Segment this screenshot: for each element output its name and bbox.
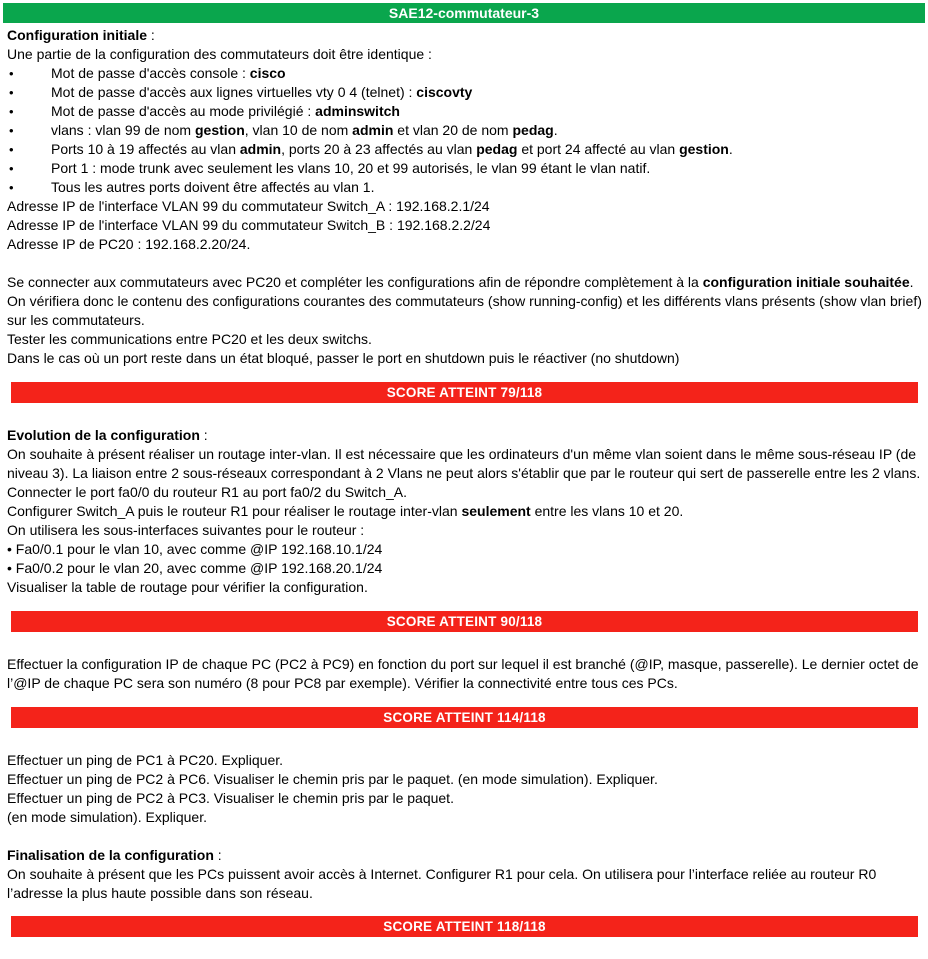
spacer [7,728,922,751]
text-content: • Fa0/0.2 pour le vlan 20, avec comme @IP 192.168.20.1/24 [7,560,383,576]
text-content: Mot de passe d'accès aux lignes virtuelles vty 0 4 (telnet) : ciscovty [51,84,473,100]
bullet-vlans [7,121,922,140]
text-content: Connecter le port fa0/0 du routeur R1 au port fa0/2 du Switch_A. [7,484,408,500]
bullet-password-privileged [7,102,922,121]
text-content: On souhaite à présent réaliser un routage inter-vlan. Il est nécessaire que les ordinateurs d'un même vlan soient dans le même sous-réseau IP (de niveau 3). La liaison entre 2 sous-réseaux correspondant à 2 Vlans ne peut alors s'établir que par le routeur qui sert de passerelle entre les 2 vlans. [7,446,921,481]
text-content: Dans le cas où un port reste dans un état bloqué, passer le port en shutdown puis le réactiver (no shutdown) [7,350,680,366]
para-sous-interfaces [7,521,922,540]
text-content: Tous les autres ports doivent être affectés au vlan 1. [51,179,375,195]
ip-switch-b [7,216,922,235]
para-ping-pc2-pc3 [7,789,922,808]
text-content: Effectuer un ping de PC2 à PC3. Visualiser le chemin pris par le paquet. [7,790,454,806]
para-mode-simulation [7,808,922,827]
text-content: On souhaite à présent que les PCs puissent avoir accès à Internet. Configurer R1 pour cela. On utilisera pour l’interface reliée au routeur R0 l’adresse la plus haute possible dans son réseau. [7,866,877,901]
spacer [7,903,922,916]
text-content: Finalisation de la configuration : [7,847,222,863]
para-table-routage [7,578,922,597]
text-content: Effectuer la configuration IP de chaque PC (PC2 à PC9) en fonction du port sur lequel il est branché (@IP, masque, passerelle). Le dernier octet de l’@IP de chaque PC sera son numéro (8 pour PC8 par exemple). Vérifier la connectivité entre tous ces PCs. [7,656,919,691]
para-config-ip-pc [7,655,922,693]
text-content: Se connecter aux commutateurs avec PC20 et compléter les configurations afin de répondre complètement à la configuration initiale souhaitée. On vérifiera donc le contenu des configurations courantes des commutateurs (show running-config) et les différents vlans présents (show vlan brief) sur les commutateurs. [7,274,922,328]
ip-switch-a [7,197,922,216]
para-se-connecter [7,273,922,330]
bullet-icon: • [9,180,14,195]
text-content: Evolution de la configuration : [7,427,208,443]
para-routage-intervlan [7,445,922,483]
bullet-password-vty [7,83,922,102]
text-content: Port 1 : mode trunk avec seulement les vlans 10, 20 et 99 autorisés, le vlan 99 étant le vlan natif. [51,160,651,176]
text-content: Effectuer un ping de PC1 à PC20. Expliquer. [7,752,284,768]
para-tester [7,330,922,349]
spacer [7,254,922,273]
bullet-icon: • [9,123,14,138]
bullet-icon: • [9,66,14,81]
bullet-trunk [7,159,922,178]
spacer [7,827,922,846]
title-banner: SAE12-commutateur-3 [3,3,925,23]
bullet-other-ports [7,178,922,197]
bullet-icon: • [9,104,14,119]
sub-bullet-fa002 [7,559,922,578]
text-content: Configuration initiale : [7,27,155,43]
bullet-ports [7,140,922,159]
text-content: Mot de passe d'accès au mode privilégié : adminswitch [51,103,400,119]
text-content: Tester les communications entre PC20 et les deux switchs. [7,331,372,347]
para-configurer-switch-a [7,502,922,521]
bullet-icon: • [9,85,14,100]
heading-finalisation [7,846,922,865]
text-content: Mot de passe d'accès console : cisco [51,65,286,81]
spacer [7,693,922,707]
spacer [7,597,922,611]
text-content: Une partie de la configuration des commutateurs doit être identique : [7,46,432,62]
para-acces-internet [7,865,922,903]
text-content: Adresse IP de PC20 : 192.168.2.20/24. [7,236,251,252]
score-bar-114: SCORE ATTEINT 114/118 [11,707,918,728]
text-content: Effectuer un ping de PC2 à PC6. Visualiser le chemin pris par le paquet. (en mode simulation). Expliquer. [7,771,658,787]
heading-evolution [7,426,922,445]
heading-configuration-initiale [7,26,922,45]
spacer [7,403,922,426]
intro-line [7,45,922,64]
text-content: vlans : vlan 99 de nom gestion, vlan 10 de nom admin et vlan 20 de nom pedag. [51,122,558,138]
para-ping-pc1-pc20 [7,751,922,770]
bullet-icon: • [9,142,14,157]
text-content: Visualiser la table de routage pour vérifier la configuration. [7,579,368,595]
text-content: On utilisera les sous-interfaces suivantes pour le routeur : [7,522,365,538]
sub-bullet-fa001 [7,540,922,559]
para-connecter-r1 [7,483,922,502]
text-content: Ports 10 à 19 affectés au vlan admin, ports 20 à 23 affectés au vlan pedag et port 24 affecté au vlan gestion. [51,141,733,157]
ip-pc20 [7,235,922,254]
para-ping-pc2-pc6 [7,770,922,789]
score-bar-118: SCORE ATTEINT 118/118 [11,916,918,937]
text-content: (en mode simulation). Expliquer. [7,809,207,825]
bullet-icon: • [9,161,14,176]
score-bar-79: SCORE ATTEINT 79/118 [11,382,918,403]
text-content: Adresse IP de l'interface VLAN 99 du commutateur Switch_B : 192.168.2.2/24 [7,217,491,233]
bullet-password-console [7,64,922,83]
text-content: Configurer Switch_A puis le routeur R1 pour réaliser le routage inter-vlan seulement entre les vlans 10 et 20. [7,503,684,519]
para-shutdown [7,349,922,368]
spacer [7,368,922,382]
text-content: • Fa0/0.1 pour le vlan 10, avec comme @IP 192.168.10.1/24 [7,541,383,557]
spacer [7,632,922,655]
document-body [0,23,928,937]
score-bar-90: SCORE ATTEINT 90/118 [11,611,918,632]
text-content: Adresse IP de l'interface VLAN 99 du commutateur Switch_A : 192.168.2.1/24 [7,198,490,214]
